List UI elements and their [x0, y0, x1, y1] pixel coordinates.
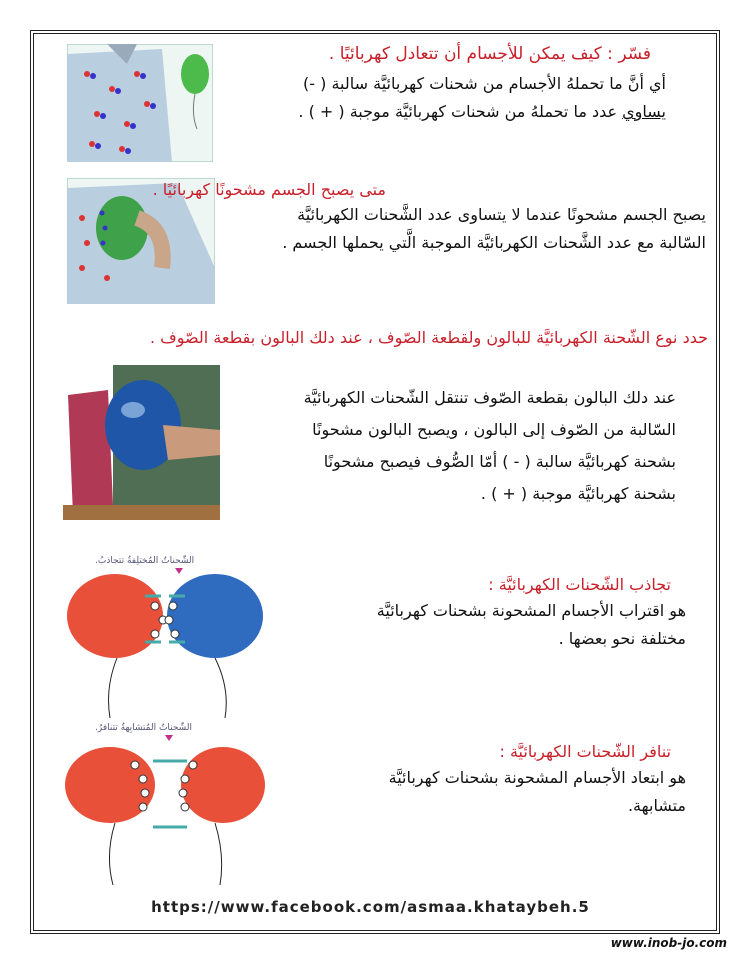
section3-line1: عند دلك البالون بقطعة الصّوف تنتقل الشّحنات الكهربائيَّة [303, 388, 676, 407]
balloon-wool-photo [63, 365, 220, 520]
section1-title: فسّر : كيف يمكن للأجسام أن تتعادل كهربائيًا . [328, 44, 651, 64]
section5-line1: هو ابتعاد الأجسام المشحونة بشحنات كهربائيَّة [388, 768, 686, 787]
section3-line4: بشحنة كهربائيَّة موجبة ( + ) . [480, 484, 676, 503]
section5-line2: متشابهة. [627, 796, 686, 815]
section4-title: تجاذب الشّحنات الكهربائيَّة : [488, 575, 671, 594]
section1-line2-rest: عدد ما تحملهُ من شحنات كهربائيَّة موجبة ( + ) . [298, 102, 623, 121]
section3-line3: بشحنة كهربائيَّة سالبة ( - ) أمّا الصُّوف فيصبح مشحونًا [323, 452, 676, 471]
section1-line2 [298, 102, 666, 121]
footer-facebook-link[interactable]: https://www.facebook.com/asmaa.khataybeh.5 [151, 898, 590, 916]
section3-title: حدد نوع الشّحنة الكهربائيَّة للبالون ولقطعة الصّوف ، عند دلك البالون بقطعة الصّوف . [149, 328, 708, 347]
attraction-caption: الشّحناتُ المُختلِفةُ تتجاذبُ. [95, 556, 195, 566]
section2-line1: يصبح الجسم مشحونًا عندما لا يتساوى عدد الشَّحنات الكهربائيَّة [297, 205, 706, 224]
section2-title: متى يصبح الجسم مشحونًا كهربائيًا . [152, 180, 386, 199]
section4-line2: مختلفة نحو بعضها . [558, 629, 686, 648]
neutral-shirt-illustration [67, 44, 213, 162]
section1-line1: أي أنَّ ما تحملهُ الأجسام من شحنات كهربائيَّة سالبة ( -) [303, 74, 666, 93]
repulsion-caption: الشّحناتُ المُتشابِهةُ تتنافرُ. [95, 723, 192, 733]
attraction-diagram [65, 568, 265, 718]
section3-line2: السّالبة من الصّوف إلى البالون ، ويصبح البالون مشحونًا [312, 420, 676, 439]
section5-title: تنافر الشّحنات الكهربائيَّة : [499, 742, 671, 761]
repulsion-diagram [65, 735, 265, 885]
section4-line1: هو اقتراب الأجسام المشحونة بشحنات كهربائيَّة [376, 601, 686, 620]
site-watermark-link[interactable]: www.inob-jo.com [610, 936, 727, 950]
underlined-word: يساوي [622, 102, 666, 121]
section2-line2: السّالبة مع عدد الشَّحنات الكهربائيَّة الموجبة الَّتي يحملها الجسم . [282, 233, 706, 252]
